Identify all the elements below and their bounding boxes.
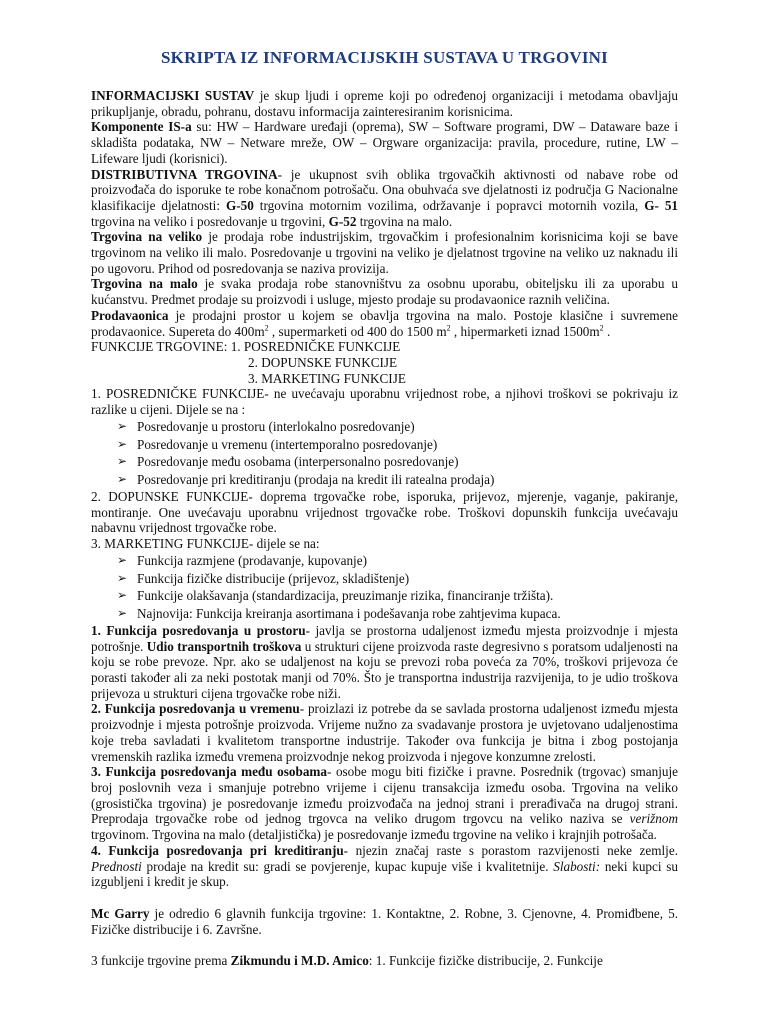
superscript: 2 bbox=[446, 323, 451, 333]
paragraph-funkcija-u-prostoru bbox=[91, 623, 678, 702]
text: - je ukupnost svih oblika trgovačkih aktivnosti od nabave robe od proizvođača do isporuke te robe konačnom potrošaču. Ona obuhvaća sve djelatnosti iz područja G Nacionalne klasifikacije djelatnosti: bbox=[91, 166, 678, 213]
paragraph-funkcija-u-vremenu bbox=[91, 701, 678, 764]
paragraph-marketing-funkcije: 3. MARKETING FUNKCIJE- dijele se na: bbox=[91, 536, 320, 552]
text: . bbox=[603, 323, 611, 339]
paragraph-komponente bbox=[91, 119, 678, 166]
spacer bbox=[91, 890, 678, 906]
paragraph-trgovina-na-veliko bbox=[91, 229, 678, 276]
term: Trgovina na malo bbox=[91, 276, 198, 292]
paragraph-funkcija-medu-osobama bbox=[91, 764, 678, 843]
text: u strukturi cijene proizvoda raste degresivno s poratsom udaljenosti na koju se robe prevoze. Npr. ako se udaljenost na koju se prevozi roba poveća za 70%, troškovi prijevoza će porasti također ali za neki postotak manji od 70%. Što je transportna industrija razvijenija, to je udio troškova prijevoza u strukturi cijena trgovačke robe niži. bbox=[91, 638, 678, 701]
italic-term: Prednosti bbox=[91, 858, 142, 874]
text: trgovina motornim vozilima, održavanje i popravci motornih vozila, bbox=[253, 197, 645, 213]
text: je prodajni prostor u kojem se obavlja trgovina na malo. Postoje klasične i suvremene prodavaonice. Supereta do 400m bbox=[91, 307, 678, 339]
text: trgovinom. Trgovina na malo (detaljistička) je posredovanje između trgovine na veliko i krajnjih potrošača. bbox=[91, 827, 657, 843]
code-g50: G-50 bbox=[225, 197, 254, 213]
code-g51: G- 51 bbox=[644, 197, 679, 213]
list-posrednicke bbox=[91, 418, 678, 489]
paragraph-prodavaonica bbox=[91, 308, 678, 339]
list-item: ➢ Funkcija razmjene (prodavanje, kupovanje) bbox=[117, 552, 678, 570]
term: Mc Garry bbox=[91, 905, 150, 921]
paragraph-trgovina-na-malo bbox=[91, 276, 678, 307]
text: , hipermarketi iznad 1500m bbox=[450, 323, 600, 339]
list-item: ➢ Posredovanje među osobama (interpersonalno posredovanje) bbox=[117, 453, 678, 471]
superscript: 2 bbox=[264, 323, 269, 333]
term: Zikmundu i M.D. Amico bbox=[230, 953, 369, 969]
text: su: HW – Hardware uređaji (oprema), SW – Software programi, DW – Dataware baze i skladišta podataka, NW – Netware mreže, OW – Orgware organizacija: pravila, procedure, rutine, LW – Lifeware ljudi (korisnici). bbox=[91, 119, 679, 166]
term: 4. Funkcija posredovanja pri kreditiranju bbox=[91, 842, 344, 858]
paragraph-zikmund-amico bbox=[91, 953, 678, 969]
term: DISTRIBUTIVNA TRGOVINA bbox=[91, 166, 278, 182]
paragraph-dopunske-funkcije: 2. DOPUNSKE FUNKCIJE- doprema trgovačke robe, isporuka, prijevoz, mjerenje, vaganje, pakiranje, montiranje. One uvećavaju uporabnu vrijednost trgovačke robe. Troškovi dopunskih funkcija uvećavaju nabavnu vrijednost trgovačke robe. bbox=[91, 488, 678, 536]
term: Trgovina na veliko bbox=[91, 229, 203, 245]
term: INFORMACIJSKI SUSTAV bbox=[91, 88, 255, 103]
document-title: SKRIPTA IZ INFORMACIJSKIH SUSTAVA U TRGOVINI bbox=[161, 48, 608, 67]
text: 3 funkcije trgovine prema bbox=[91, 953, 231, 969]
text: : 1. Funkcije fizičke distribucije, 2. Funkcije bbox=[368, 953, 603, 969]
paragraph-funkcija-pri-kreditiranju bbox=[91, 843, 678, 890]
term: Komponente IS-a bbox=[91, 119, 192, 135]
list-item: ➢ Funkcije olakšavanja (standardizacija, preuzimanje rizika, financiranje tržišta). bbox=[117, 587, 678, 605]
italic-term: verižnom bbox=[629, 811, 678, 827]
text: trgovina na veliko i posredovanje u trgovini, bbox=[91, 213, 329, 229]
text: - javlja se prostorna udaljenost između mjesta proizvodnje i mjesta potrošnje. bbox=[91, 622, 678, 654]
text: je svaka prodaja robe stanovništvu za osobnu uporabu, obiteljsku ili za uporabu u kućanstvu. Predmet prodaje su proizvodi i usluge, mjesto prodaje su prodavaonice raznih veličina. bbox=[91, 276, 679, 308]
code-g52: G-52 bbox=[328, 213, 357, 229]
list-item: ➢ Posredovanje u prostoru (interlokalno posredovanje) bbox=[117, 418, 678, 436]
text: - njezin značaj raste s porastom razvijenosti neke zemlje. bbox=[343, 842, 678, 858]
text: - osobe mogu biti fizičke i pravne. Posrednik (trgovac) smanjuje broj poslovnih veza i smanjuje potrebno vrijeme i cijenu transakcija između osoba. Trgovina na veliko (grosistička trgovina) je posredovanje između proizvođača na jednoj strani i prerađivača na drugoj strani. Preprodaja trgovačke robe od jednog trgovca na veliko drugom trgovcu na veliko naziva se bbox=[91, 764, 678, 827]
paragraph-posrednicke-funkcije: 1. POSREDNIČKE FUNKCIJE- ne uvećavaju uporabnu vrijednost robe, a njihovi troškovi se pokrivaju iz razlike u cijeni. Dijele se na : bbox=[91, 386, 678, 418]
text: trgovina na malo. bbox=[356, 213, 453, 229]
list-marketing bbox=[91, 552, 678, 623]
functions-item-3: 3. MARKETING FUNKCIJE bbox=[248, 370, 406, 386]
paragraph-mc-garry bbox=[91, 906, 678, 937]
term: 3. Funkcija posredovanja među osobama bbox=[91, 764, 327, 780]
term: 1. Funkcija posredovanja u prostoru bbox=[91, 622, 306, 638]
term: Udio transportnih troškova bbox=[146, 638, 302, 654]
text: - proizlazi iz potrebe da se savlada prostorna udaljenost između mjesta proizvodnje i mjesta potrošnje proizvoda. Vrijeme nužno za svadavanje prostora je uvjetovano udaljenostima koje treba savladati i kvalitetom transportne industrije. Također ova funkcija je bitna i zbog postojanja vremenskih razlika između vremena proizvodnje nekog proizvoda i njegove konzumne zrelosti. bbox=[91, 701, 678, 764]
functions-item-2: 2. DOPUNSKE FUNKCIJE bbox=[248, 354, 398, 370]
text: neki kupci su izgubljeni i kredit je skup. bbox=[91, 858, 678, 890]
list-item: ➢ Posredovanje pri kreditiranju (prodaja na kredit ili ratealna prodaja) bbox=[117, 471, 678, 489]
text: je prodaja robe industrijskim, trgovačkim i profesionalnim korisnicima koji se bave trgovinom na veliko ili malo. Posredovanje u trgovini na veliko je djelatnost trgovine na veliko uz naknadu ili po ugovoru. Prihod od posredovanja se naziva provizija. bbox=[91, 229, 678, 276]
text: je odredio 6 glavnih funkcija trgovine: 1. Kontaktne, 2. Robne, 3. Cjenovne, 4. Promiđbene, 5. Fizičke distribucije i 6. Završne. bbox=[91, 905, 678, 937]
term: Prodavaonica bbox=[91, 307, 169, 323]
italic-term: Slabosti: bbox=[553, 858, 601, 874]
list-item: ➢ Najnovija: Funkcija kreiranja asortimana i podešavanja robe zahtjevima kupaca. bbox=[117, 605, 678, 623]
paragraph-informacijski-sustav bbox=[91, 88, 678, 119]
spacer bbox=[91, 937, 678, 953]
functions-heading: FUNKCIJE TRGOVINE: 1. POSREDNIČKE FUNKCIJE bbox=[91, 339, 401, 355]
term: 2. Funkcija posredovanja u vremenu bbox=[91, 701, 300, 717]
list-item: ➢ Funkcija fizičke distribucije (prijevoz, skladištenje) bbox=[117, 570, 678, 588]
text: je skup ljudi i opreme koji po određenoj organizaciji i metodama obavljaju prikupljanje, obradu, pohranu, dostavu informacija zainteresiranim korisnicima. bbox=[91, 88, 678, 119]
superscript: 2 bbox=[599, 323, 604, 333]
text: , supermarketi od 400 do 1500 m bbox=[268, 323, 447, 339]
paragraph-distributivna-trgovina bbox=[91, 167, 678, 230]
list-item: ➢ Posredovanje u vremenu (intertemporalno posredovanje) bbox=[117, 436, 678, 454]
text: prodaje na kredit su: gradi se povjerenje, kupac kupuje više i kvalitetnije. bbox=[141, 858, 554, 874]
